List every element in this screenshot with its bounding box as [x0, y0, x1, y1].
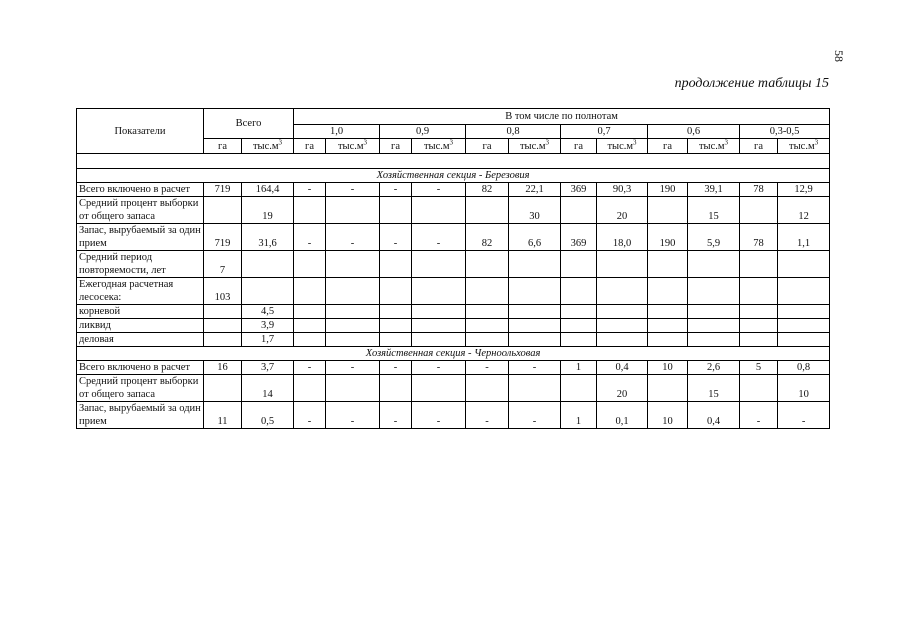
table-cell	[204, 319, 242, 333]
table-cell: 20	[597, 197, 648, 224]
density-header: 0,6	[648, 125, 740, 139]
table-cell: 15	[688, 197, 740, 224]
unit-volume-superscript: 3	[545, 138, 550, 147]
table-cell: -	[380, 361, 412, 375]
row-label: Всего включено в расчет	[77, 361, 204, 375]
table-cell: 3,7	[242, 361, 294, 375]
table-cell: -	[778, 402, 830, 429]
table-cell	[294, 305, 326, 319]
row-label: деловая	[77, 333, 204, 347]
table-cell	[688, 319, 740, 333]
unit-volume-label: тыс.м	[519, 141, 546, 152]
table-cell	[466, 333, 509, 347]
section-title-row	[77, 347, 830, 361]
row-label: ликвид	[77, 319, 204, 333]
row-label: Запас, вырубаемый за один прием	[77, 402, 204, 429]
table-cell	[648, 319, 688, 333]
table-cell	[412, 319, 466, 333]
table-cell	[412, 251, 466, 278]
table-cell: 22,1	[509, 183, 561, 197]
table-cell	[294, 333, 326, 347]
unit-volume-header	[412, 139, 466, 154]
table-cell	[509, 375, 561, 402]
table-cell: 5,9	[688, 224, 740, 251]
table-cell	[380, 197, 412, 224]
table-cell	[204, 375, 242, 402]
table-row	[77, 224, 830, 251]
table-cell	[509, 305, 561, 319]
row-label: Всего включено в расчет	[77, 183, 204, 197]
table-cell	[412, 305, 466, 319]
table-cell: 6,6	[509, 224, 561, 251]
table-cell: -	[294, 402, 326, 429]
table-cell: 369	[561, 183, 597, 197]
table-cell: 369	[561, 224, 597, 251]
table-cell: -	[326, 224, 380, 251]
table-cell: 16	[204, 361, 242, 375]
table-cell: 719	[204, 224, 242, 251]
table-cell	[740, 305, 778, 319]
table-row	[77, 361, 830, 375]
table-cell: 82	[466, 224, 509, 251]
section-title: Хозяйственная секция - Березовия	[77, 169, 830, 183]
table-row	[77, 278, 830, 305]
table-cell: 90,3	[597, 183, 648, 197]
table-cell	[326, 305, 380, 319]
table-cell: 19	[242, 197, 294, 224]
unit-volume-superscript: 3	[363, 138, 368, 147]
table-cell: 1	[561, 361, 597, 375]
forest-calculation-table	[76, 108, 830, 429]
table-cell: 30	[509, 197, 561, 224]
unit-volume-superscript: 3	[449, 138, 454, 147]
row-label: Запас, вырубаемый за один прием	[77, 224, 204, 251]
table-cell: 4,5	[242, 305, 294, 319]
table-cell: 0,1	[597, 402, 648, 429]
unit-ha-header: га	[380, 139, 412, 154]
table-cell	[466, 375, 509, 402]
table-cell	[326, 251, 380, 278]
table-cell: 7	[204, 251, 242, 278]
table-row	[77, 375, 830, 402]
table-cell	[380, 305, 412, 319]
indicators-header: Показатели	[77, 109, 204, 154]
table-cell: 0,4	[597, 361, 648, 375]
table-cell	[466, 319, 509, 333]
row-label: Средний период повторяемости, лет	[77, 251, 204, 278]
table-cell	[294, 278, 326, 305]
table-cell: -	[326, 183, 380, 197]
table-cell	[242, 251, 294, 278]
table-cell: -	[412, 402, 466, 429]
unit-volume-label: тыс.м	[423, 141, 450, 152]
unit-ha-header: га	[466, 139, 509, 154]
table-cell: 18,0	[597, 224, 648, 251]
row-label: Средний процент выборки от общего запаса	[77, 375, 204, 402]
total-header: Всего	[204, 109, 294, 139]
table-cell: -	[294, 224, 326, 251]
table-cell: 10	[778, 375, 830, 402]
row-label: Ежегодная расчетная лесосека:	[77, 278, 204, 305]
table-cell: 190	[648, 183, 688, 197]
table-cell	[294, 319, 326, 333]
unit-ha-header: га	[204, 139, 242, 154]
table-cell	[597, 251, 648, 278]
density-header: 0,3-0,5	[740, 125, 830, 139]
table-cell: -	[412, 224, 466, 251]
by-density-header: В том числе по полнотам	[294, 109, 830, 125]
table-cell: 82	[466, 183, 509, 197]
table-cell	[466, 278, 509, 305]
table-cell: 11	[204, 402, 242, 429]
unit-volume-label: тыс.м	[252, 141, 279, 152]
table-cell	[380, 278, 412, 305]
table-cell	[648, 251, 688, 278]
section-title: Хозяйственная секция - Черноольховая	[77, 347, 830, 361]
table-cell	[380, 375, 412, 402]
table-cell: -	[509, 361, 561, 375]
table-cell	[509, 333, 561, 347]
unit-volume-header	[509, 139, 561, 154]
table-cell	[778, 319, 830, 333]
density-header: 0,8	[466, 125, 561, 139]
unit-volume-label: тыс.м	[789, 141, 815, 152]
table-cell	[648, 305, 688, 319]
table-cell	[326, 278, 380, 305]
unit-volume-superscript: 3	[814, 138, 819, 147]
table-cell	[561, 319, 597, 333]
table-cell: -	[294, 361, 326, 375]
table-cell: 12	[778, 197, 830, 224]
table-cell	[778, 333, 830, 347]
unit-volume-header	[597, 139, 648, 154]
table-cell: 190	[648, 224, 688, 251]
table-cell: 20	[597, 375, 648, 402]
table-cell	[561, 375, 597, 402]
table-cell	[740, 278, 778, 305]
table-cell: 2,6	[688, 361, 740, 375]
table-cell	[412, 197, 466, 224]
unit-volume-header	[326, 139, 380, 154]
table-cell	[597, 333, 648, 347]
table-cell: -	[326, 361, 380, 375]
table-row	[77, 197, 830, 224]
table-cell: 0,4	[688, 402, 740, 429]
table-cell: -	[509, 402, 561, 429]
table-cell: 1,7	[242, 333, 294, 347]
table-cell: -	[380, 402, 412, 429]
table-cell	[740, 333, 778, 347]
unit-volume-superscript: 3	[633, 138, 637, 147]
table-cell: -	[380, 183, 412, 197]
table-cell	[740, 319, 778, 333]
spacer-row	[77, 154, 830, 169]
table-cell: 1,1	[778, 224, 830, 251]
table-cell: -	[412, 361, 466, 375]
density-header: 0,7	[561, 125, 648, 139]
table-cell	[778, 278, 830, 305]
table-cell	[380, 333, 412, 347]
table-cell	[740, 375, 778, 402]
table-cell: -	[466, 402, 509, 429]
table-cell: 31,6	[242, 224, 294, 251]
unit-ha-header: га	[561, 139, 597, 154]
table-cell	[778, 305, 830, 319]
unit-volume-label: тыс.м	[698, 141, 725, 152]
table-cell: 103	[204, 278, 242, 305]
table-cell	[412, 333, 466, 347]
table-cell	[778, 251, 830, 278]
table-cell: -	[466, 361, 509, 375]
table-cell	[466, 197, 509, 224]
table-cell	[242, 278, 294, 305]
table-cell: 12,9	[778, 183, 830, 197]
table-cell	[561, 333, 597, 347]
table-cell	[412, 375, 466, 402]
table-row	[77, 183, 830, 197]
unit-volume-label: тыс.м	[337, 141, 364, 152]
table-cell: 10	[648, 402, 688, 429]
unit-volume-header	[778, 139, 830, 154]
table-cell	[740, 251, 778, 278]
table-cell	[688, 278, 740, 305]
table-cell: 14	[242, 375, 294, 402]
spacer-cell	[77, 154, 830, 169]
unit-volume-header	[242, 139, 294, 154]
unit-ha-header: га	[294, 139, 326, 154]
table-cell	[740, 197, 778, 224]
page-number: 58	[832, 50, 846, 62]
table-cell	[509, 278, 561, 305]
table-cell	[561, 251, 597, 278]
table-cell	[380, 251, 412, 278]
unit-ha-header: га	[648, 139, 688, 154]
table-cell	[509, 251, 561, 278]
table-cell	[561, 305, 597, 319]
table-cell	[688, 333, 740, 347]
table-row	[77, 305, 830, 319]
unit-volume-superscript: 3	[724, 138, 729, 147]
table-cell: -	[380, 224, 412, 251]
table-cell	[561, 197, 597, 224]
row-label: Средний процент выборки от общего запаса	[77, 197, 204, 224]
unit-volume-header	[688, 139, 740, 154]
table-cell	[380, 319, 412, 333]
table-cell: 5	[740, 361, 778, 375]
unit-volume-superscript: 3	[278, 138, 283, 147]
table-row	[77, 251, 830, 278]
table-cell: 78	[740, 224, 778, 251]
table-cell: -	[740, 402, 778, 429]
table-cell	[648, 197, 688, 224]
table-cell	[597, 278, 648, 305]
table-cell: 164,4	[242, 183, 294, 197]
table-cell: 0,5	[242, 402, 294, 429]
table-cell: 39,1	[688, 183, 740, 197]
table-cell: -	[294, 183, 326, 197]
table-cell: 10	[648, 361, 688, 375]
table-cell	[561, 278, 597, 305]
table-cell	[466, 251, 509, 278]
table-cell	[294, 197, 326, 224]
table-cell	[648, 278, 688, 305]
table-cell: 0,8	[778, 361, 830, 375]
section-title-row	[77, 169, 830, 183]
density-header: 1,0	[294, 125, 380, 139]
table-cell	[326, 197, 380, 224]
unit-volume-label: тыс.м	[607, 141, 634, 152]
table-cell	[648, 333, 688, 347]
table-cell: -	[326, 402, 380, 429]
table-cell	[509, 319, 561, 333]
table-cell	[412, 278, 466, 305]
table-cell	[688, 251, 740, 278]
table-cell	[294, 251, 326, 278]
density-header: 0,9	[380, 125, 466, 139]
table-row	[77, 319, 830, 333]
table-cell	[326, 375, 380, 402]
table-cell: 78	[740, 183, 778, 197]
table-cell: 719	[204, 183, 242, 197]
table-cell: 3,9	[242, 319, 294, 333]
table-cell	[326, 319, 380, 333]
row-label: корневой	[77, 305, 204, 319]
table-cell: -	[412, 183, 466, 197]
table-cell	[204, 197, 242, 224]
table-cell	[326, 333, 380, 347]
table-cell	[204, 305, 242, 319]
table-row	[77, 333, 830, 347]
table-continuation-caption: продолжение таблицы 15	[674, 76, 829, 91]
table-cell	[597, 305, 648, 319]
table-cell	[597, 319, 648, 333]
table-cell: 1	[561, 402, 597, 429]
unit-ha-header: га	[740, 139, 778, 154]
table-cell	[204, 333, 242, 347]
table-cell	[648, 375, 688, 402]
table-cell	[688, 305, 740, 319]
table-cell: 15	[688, 375, 740, 402]
table-cell	[466, 305, 509, 319]
table-cell	[294, 375, 326, 402]
table-row	[77, 402, 830, 429]
